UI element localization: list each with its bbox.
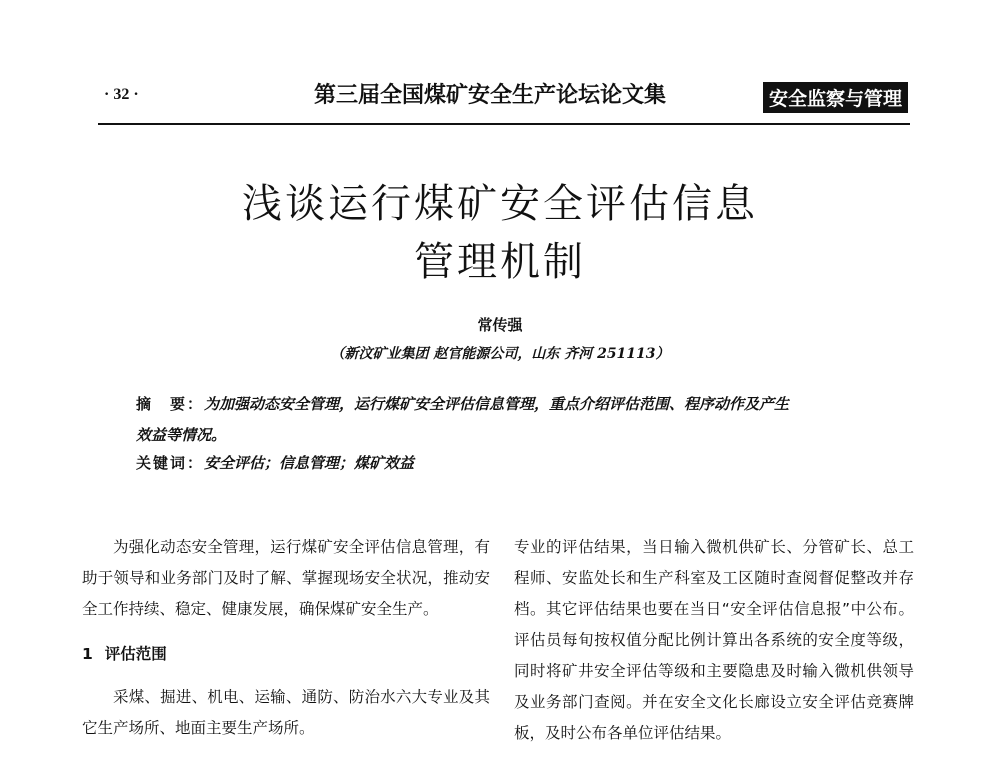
header-rule xyxy=(98,123,910,125)
abstract-text-line2: 效益等情况。 xyxy=(136,426,227,444)
author: 常传强 xyxy=(477,316,523,334)
left-column xyxy=(82,532,490,744)
section-number: 1 xyxy=(82,645,93,663)
abstract-label: 摘 要： xyxy=(136,395,205,413)
journal-title: 第三届全国煤矿安全生产论坛论文集 xyxy=(313,83,666,108)
abstract-text-line1: 为加强动态安全管理，运行煤矿安全评估信息管理，重点介绍评估范围、程序动作及产生 xyxy=(204,395,790,413)
article-title-line1: 浅谈运行煤矿安全评估信息 xyxy=(242,181,758,227)
keywords-text: 安全评估；信息管理；煤矿效益 xyxy=(204,454,415,472)
section1-paragraph: 采煤、掘进、机电、运输、通防、防治水六大专业及其它生产场所、地面主要生产场所。 xyxy=(82,688,490,737)
right-column xyxy=(514,532,914,749)
section-heading xyxy=(82,639,490,670)
keywords xyxy=(136,452,414,473)
section-title: 评估范围 xyxy=(104,645,167,663)
right-paragraph: 专业的评估结果，当日输入微机供矿长、分管矿长、总工程师、安监处长和生产科室及工区随时查阅督促整改并存档。其它评估结果也要在当日“安全评估信息报”中公布。评估员每旬按权值分配比例计算出各系统的安全度等级，同时将矿井安全评估等级和主要隐患及时输入微机供领导及业务部门查阅。并在安全文化长廊设立安全评估竞赛牌板，及时公布各单位评估结果。 xyxy=(514,538,914,742)
column-tag: 安全监察与管理 xyxy=(763,82,908,113)
article-title-line2: 管理机制 xyxy=(414,239,586,285)
page-number: · 32 · xyxy=(104,86,139,103)
abstract-continued xyxy=(136,424,226,445)
affiliation: （新汶矿业集团 赵官能源公司，山东 齐河 251113） xyxy=(330,346,670,362)
intro-paragraph: 为强化动态安全管理，运行煤矿安全评估信息管理，有助于领导和业务部门及时了解、掌握现场安全状况，推动安全工作持续、稳定、健康发展，确保煤矿安全生产。 xyxy=(82,538,490,618)
abstract xyxy=(136,393,789,414)
keywords-label: 关键词： xyxy=(136,454,205,472)
